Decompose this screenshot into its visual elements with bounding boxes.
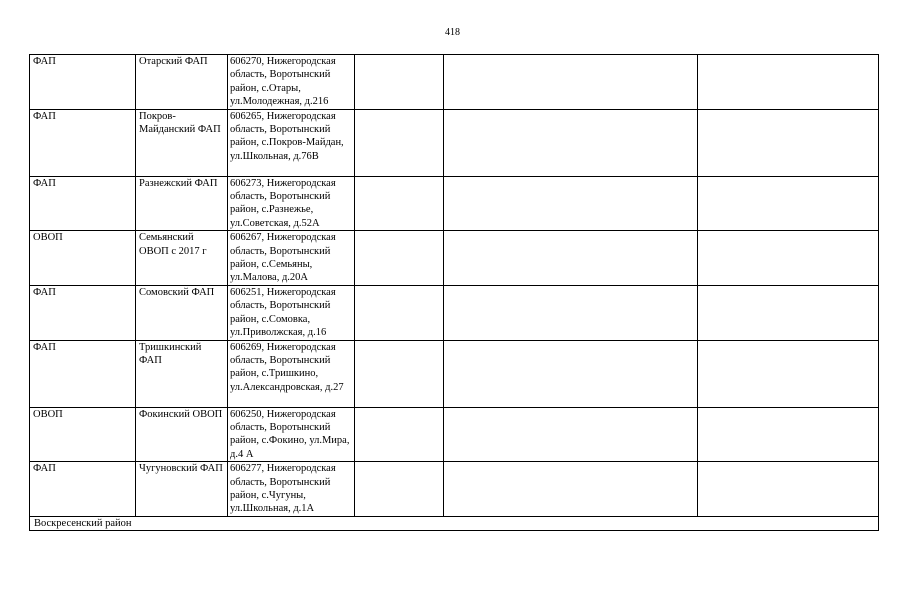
empty-cell	[698, 285, 879, 340]
facility-type: ОВОП	[30, 231, 136, 286]
facility-type: ФАП	[30, 176, 136, 231]
section-row	[30, 516, 879, 530]
facility-type: ФАП	[30, 55, 136, 110]
empty-cell	[355, 462, 444, 517]
empty-cell	[444, 462, 698, 517]
empty-cell	[698, 231, 879, 286]
facility-type: ФАП	[30, 462, 136, 517]
facility-name: Тришкинский ФАП	[136, 340, 228, 407]
table-row	[30, 55, 879, 110]
facility-name: Разнежский ФАП	[136, 176, 228, 231]
facility-type: ФАП	[30, 109, 136, 176]
empty-cell	[444, 285, 698, 340]
empty-cell	[444, 407, 698, 462]
empty-cell	[444, 55, 698, 110]
district-heading: Воскресенский район	[30, 516, 879, 530]
empty-cell	[698, 55, 879, 110]
facility-type: ФАП	[30, 340, 136, 407]
facility-address: 606277, Нижегородская область, Воротынский район, с.Чугуны, ул.Школьная, д.1А	[228, 462, 355, 517]
empty-cell	[355, 407, 444, 462]
table-row	[30, 231, 879, 286]
empty-cell	[444, 109, 698, 176]
table-row	[30, 176, 879, 231]
facility-address: 606265, Нижегородская область, Воротынский район, с.Покров-Майдан, ул.Школьная, д.76В	[228, 109, 355, 176]
page-number: 418	[445, 27, 460, 38]
empty-cell	[698, 462, 879, 517]
facility-name: Покров-Майданский ФАП	[136, 109, 228, 176]
empty-cell	[355, 231, 444, 286]
empty-cell	[355, 109, 444, 176]
facility-name: Сомовский ФАП	[136, 285, 228, 340]
facility-address: 606250, Нижегородская область, Воротынский район, с.Фокино, ул.Мира, д.4 А	[228, 407, 355, 462]
empty-cell	[698, 109, 879, 176]
empty-cell	[444, 176, 698, 231]
facility-name: Семьянский ОВОП с 2017 г	[136, 231, 228, 286]
table-row	[30, 462, 879, 517]
facility-type: ФАП	[30, 285, 136, 340]
empty-cell	[698, 407, 879, 462]
empty-cell	[355, 176, 444, 231]
empty-cell	[698, 340, 879, 407]
table-row	[30, 285, 879, 340]
facility-name: Фокинский ОВОП	[136, 407, 228, 462]
facility-address: 606267, Нижегородская область, Воротынский район, с.Семьяны, ул.Малова, д.20А	[228, 231, 355, 286]
empty-cell	[698, 176, 879, 231]
empty-cell	[355, 340, 444, 407]
facility-name: Чугуновский ФАП	[136, 462, 228, 517]
facilities-table	[29, 54, 879, 531]
table-row	[30, 407, 879, 462]
facility-address: 606270, Нижегородская область, Воротынский район, с.Отары, ул.Молодежная, д.216	[228, 55, 355, 110]
facility-type: ОВОП	[30, 407, 136, 462]
empty-cell	[355, 285, 444, 340]
empty-cell	[355, 55, 444, 110]
facility-address: 606273, Нижегородская область, Воротынский район, с.Разнежье, ул.Советская, д.52А	[228, 176, 355, 231]
facility-address: 606251, Нижегородская область, Воротынский район, с.Сомовка, ул.Приволжская, д.16	[228, 285, 355, 340]
facility-name: Отарский ФАП	[136, 55, 228, 110]
table-row	[30, 340, 879, 407]
facility-address: 606269, Нижегородская область, Воротынский район, с.Тришкино, ул.Александровская, д.27	[228, 340, 355, 407]
empty-cell	[444, 231, 698, 286]
table-row	[30, 109, 879, 176]
empty-cell	[444, 340, 698, 407]
